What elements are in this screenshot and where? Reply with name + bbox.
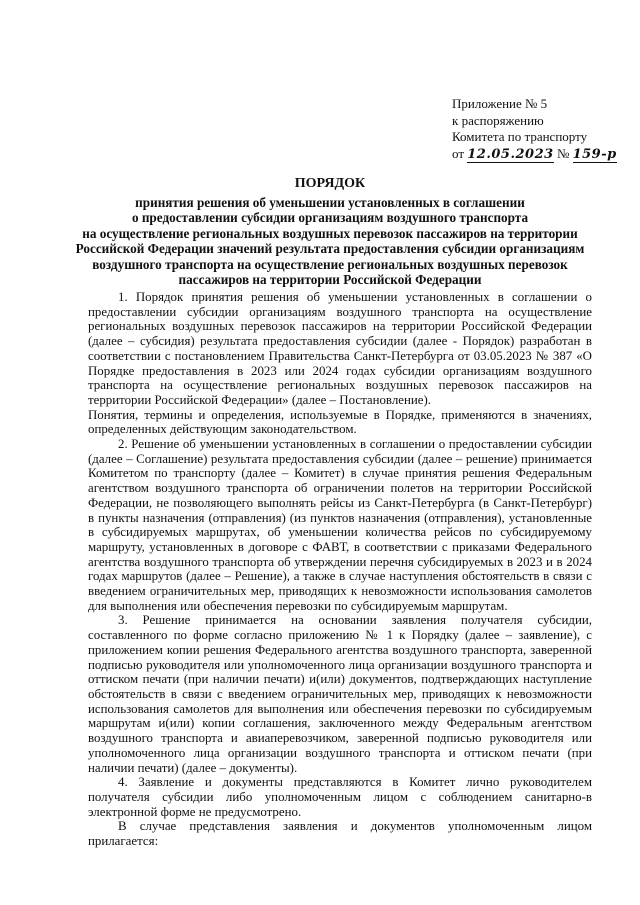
title-line: Российской Федерации значений результата предоставления субсидии организациям [75,241,585,256]
title-line: воздушного транспорта на осуществление региональных воздушных перевозок [92,256,568,272]
title-line: на осуществление региональных воздушных перевозок пассажиров на территории [82,225,578,241]
title-line: пассажиров на территории Российской Федерации [178,272,482,287]
annex-number-prefix: № [556,145,570,161]
paragraph-terms: Понятия, термины и определения, используемые в Порядке, применяются в значениях, определенных действующим законодательством. [88,407,592,437]
paragraph-4: 4. Заявление и документы представляются в Комитет лично руководителем получателя субсидии либо уполномоченным лицом с соблюдением санитарно-в электронной форме не предусмотрено. [88,775,592,819]
document-body [88,290,592,849]
paragraph-2: 2. Решение об уменьшении установленных в соглашении о предоставлении субсидии (далее – Соглашение) результата предоставления субсидии (далее – решение) принимается Комитетом по транспорту (далее – Комитет) в случае принятия решения Федеральным агентством воздушного транспорта об ограничении полетов на территории Российской Федерации, не позволяющего выполнять рейсы из Санкт-Петербурга (в Санкт-Петербург) в пункты назначения (отправления) (из пунктов назначения (отправления), установленные в субсидируемых маршрутах, об уменьшении количества рейсов по субсидируемому маршруту, установленных в договоре с ФАВТ, в соответствии с приказами Федерального агентства воздушного транспорта об утверждении перечня субсидируемых в 2023 и в 2024 годах маршрутов (далее – Решение), а также в случае наступления обстоятельств в связи с введением ограничительных мер, приводящих к невозможности использования самолетов для выполнения или обеспечения перевозки по субсидируемым маршрутам. [88,437,592,613]
annex-date-line [452,146,617,164]
paragraph-5: В случае представления заявления и документов уполномоченным лицом прилагается: [88,819,592,849]
document-title [60,176,600,288]
annex-line-order: к распоряжению [452,112,544,128]
annex-line-appendix: Приложение № 5 [452,96,548,111]
annex-date-prefix: от [452,145,465,161]
annex-header [452,96,617,163]
title-line: принятия решения об уменьшении установленных в соглашении [135,194,525,210]
title-line: о предоставлении субсидии организациям воздушного транспорта [131,210,529,225]
paragraph-3: 3. Решение принимается на основании заявления получателя субсидии, составленного по форме согласно приложению № 1 к Порядку (далее – заявление), с приложением копии решения Федерального агентства воздушного транспорта, заверенной подписью руководителя или уполномоченного лица организации воздушного транспорта и оттиском печати (при наличии печати) и(или) документов, подтверждающих наступление обстоятельств в связи с введением ограничительных мер, приводящих к невозможности использования самолетов для выполнения или обеспечения перевозки по субсидируемым маршрутам и(или) копии соглашения, заключенного между Федеральным агентством воздушного транспорта и авиаперевозчиком, заверенной подписью руководителя или уполномоченного лица организации воздушного транспорта и оттиском печати (при наличии печати) (далее – документы). [88,613,592,775]
paragraph-1: 1. Порядок принятия решения об уменьшении установленных в соглашении о предоставлении субсидии организациям воздушного транспорта на осуществление региональных воздушных перевозок пассажиров на территории Российской Федерации (далее – субсидия) результата предоставления субсидии (далее - Порядок) разработан в соответствии с постановлением Правительства Санкт-Петербурга от 03.05.2023 № 387 «О Порядке предоставления в 2023 или 2024 годах субсидии организациям воздушного транспорта на осуществление региональных воздушных перевозок пассажиров на территории Российской Федерации» (далее – Постановление). [88,290,592,407]
title-heading: ПОРЯДОК [294,176,366,191]
annex-line-committee: Комитета по транспорту [452,129,588,144]
annex-date-handwritten: 12.05.2023 [467,146,554,162]
annex-number-handwritten: 159-р [572,146,617,162]
